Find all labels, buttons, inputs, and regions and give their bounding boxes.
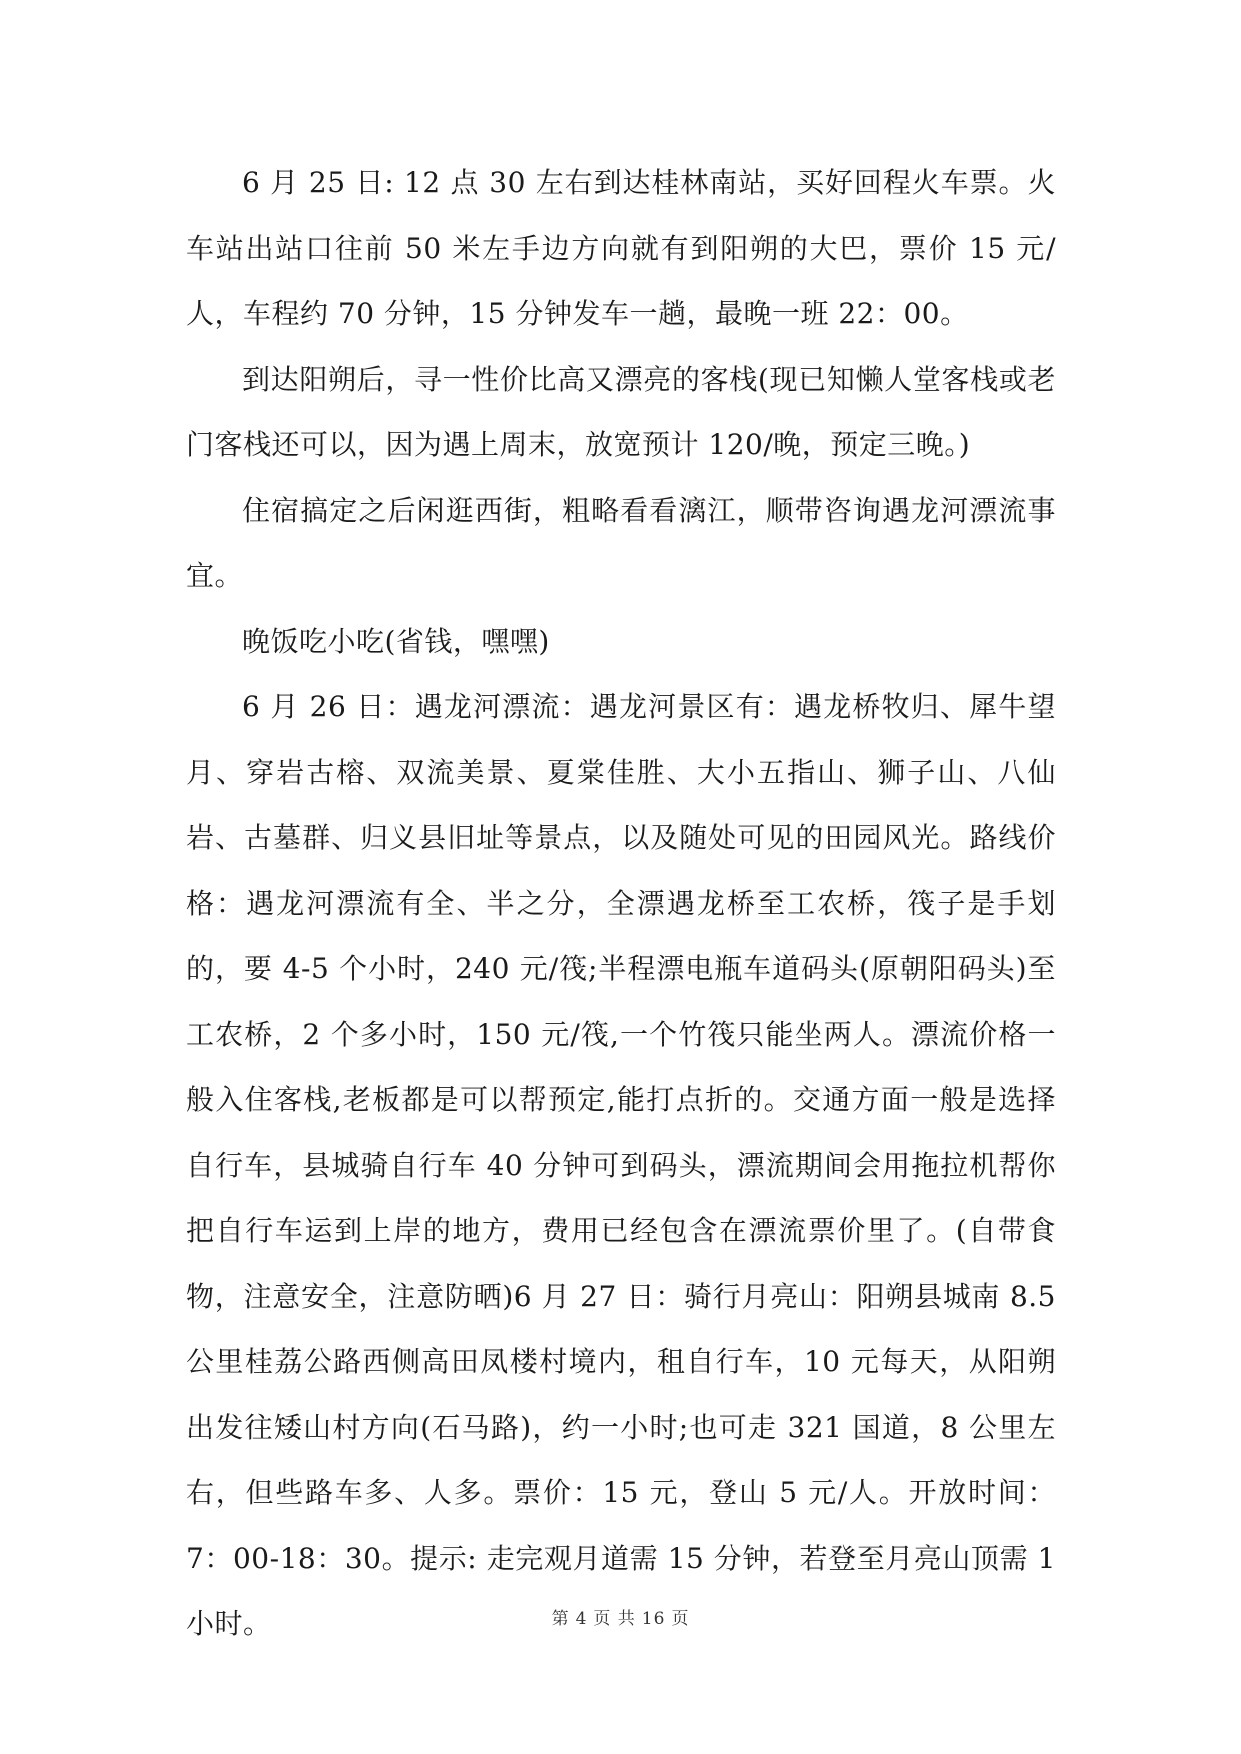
paragraph-june-25-arrival: 6 月 25 日: 12 点 30 左右到达桂林南站，买好回程火车票。火车站出站口往前 50 米左手边方向就有到阳朔的大巴，票价 15 元/人，车程约 70 分钟，15 分钟发车一趟，最晚一班 22：00。 (186, 166, 1056, 330)
paragraph-west-street: 住宿搞定之后闲逛西街，粗略看看漓江，顺带咨询遇龙河漂流事宜。 (186, 493, 1056, 592)
page-footer (0, 1604, 1241, 1629)
footer-total-pages: 16 (641, 1609, 666, 1629)
paragraph-inn-search: 到达阳朔后，寻一性价比高又漂亮的客栈(现已知懒人堂客栈或老门客栈还可以，因为遇上周末，放宽预计 120/晚，预定三晚。) (186, 362, 1056, 461)
footer-current-page: 4 (575, 1609, 588, 1629)
footer-prefix: 第 (551, 1609, 570, 1629)
paragraph-june-26-rafting: 6 月 26 日：遇龙河漂流：遇龙河景区有：遇龙桥牧归、犀牛望月、穿岩古榕、双流美景、夏棠佳胜、大小五指山、狮子山、八仙岩、古墓群、归义县旧址等景点，以及随处可见的田园风光。路线价格：遇龙河漂流有全、半之分，全漂遇龙桥至工农桥，筏子是手划的，要 4-5 个小时，240 元/筏;半程漂电瓶车道码头(原朝阳码头)至工农桥，2 个多小时，150 元/筏,一个竹筏只能坐两人。漂流价格一般入住客栈,老板都是可以帮预定,能打点折的。交通方面一般是选择自行车，县城骑自行车 40 分钟可到码头，漂流期间会用拖拉机帮你把自行车运到上岸的地方，费用已经包含在漂流票价里了。(自带食物，注意安全，注意防晒)6 月 27 日：骑行月亮山：阳朔县城南 8.5 公里桂荔公路西侧高田凤楼村境内，租自行车，10 元每天，从阳朔出发往矮山村方向(石马路)，约一小时;也可走 321 国道，8 公里左右，但些路车多、人多。票价：15 元，登山 5 元/人。开放时间：7：00-18：30。提示: 走完观月道需 15 分钟，若登至月亮山顶需 1 小时。 (186, 690, 1056, 1640)
paragraph-dinner: 晚饭吃小吃(省钱，嘿嘿) (242, 624, 550, 658)
footer-suffix: 页 (671, 1609, 690, 1629)
document-body (186, 150, 1056, 1657)
footer-middle: 页 共 (593, 1609, 636, 1629)
